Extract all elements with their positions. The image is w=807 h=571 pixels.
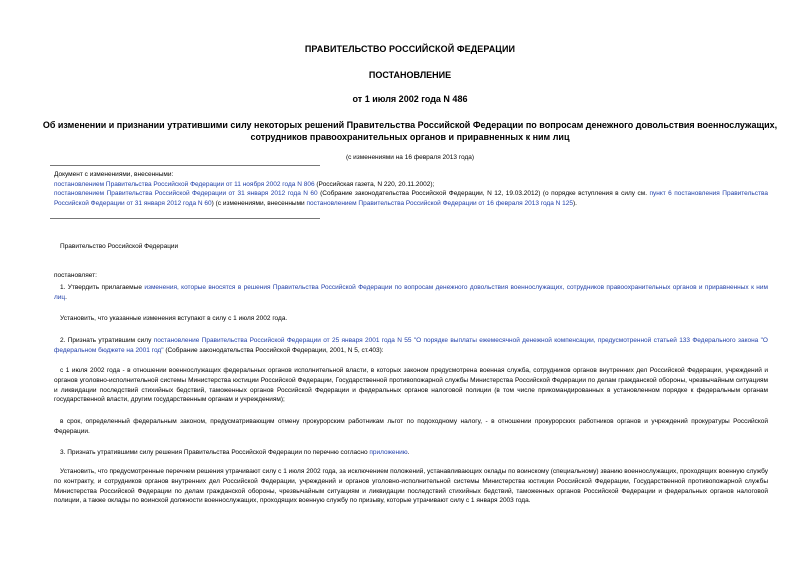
- government-subject-text: Правительство Российской Федерации: [60, 243, 179, 250]
- government-subject: [54, 242, 768, 252]
- amendment-link-2-clause[interactable]: пункт 6 постановления Правительства Российской Федерации от 31 января 2012 года N 60: [54, 190, 768, 207]
- paragraph-1: [54, 283, 768, 303]
- edition-note: (с изменениями на 16 февраля 2013 года): [345, 154, 475, 161]
- paragraph-1b: [54, 314, 768, 324]
- paragraph-2: [54, 336, 768, 356]
- paragraph-1-start: 1. Утвердить прилагаемые: [60, 284, 145, 291]
- paragraph-2-link[interactable]: постановление Правительства Российской Федерации от 25 января 2001 года N 55 "О порядке выплаты ежемесячной денежной компенсации, предусмотренной статьей 133 Федерального закона "О федеральном бюджете на 2001 год": [54, 337, 768, 354]
- paragraph-2b-text: в срок, определенный федеральным законом, предусматривающим отмену прокурорским работникам льгот по подоходному налогу, - в отношении прокурорских работников органов и учреждений прокуратуры Российской Федерации.: [54, 418, 768, 435]
- amendment-link-1[interactable]: постановлением Правительства Российской Федерации от 11 ноября 2002 года N 806: [54, 180, 315, 188]
- paragraph-2-start: 2. Признать утратившим силу: [60, 337, 154, 344]
- amendments-intro: Документ с изменениями, внесенными:: [54, 171, 174, 178]
- amendment-item-2-note: ) (с изменениями, внесенными: [211, 199, 307, 207]
- amendments-block: [54, 170, 768, 208]
- paragraph-3b-text: Установить, что предусмотренные перечнем решения утрачивают силу с 1 июля 2002 года, за исключением положений, устанавливающих оклады по воинскому (специальному) званию военнослужащих, проходящих военную службу по контракту, и сотрудников органов внутренних дел Российской Федерации, учреждений и органов уголовно-исполнительной системы Министерства юстиции Российской Федерации, Государственной противопожарной службы Министерства Российской Федерации по делам гражданской обороны, чрезвычайным ситуациям и ликвидации последствий стихийных бедствий, таможенных органов Российской Федерации и федеральных органов налоговой полиции, а также оклады по воинской должности военнослужащих, проходящих военную службу по призыву, которые утрачивают силу с 1 января 2003 года.: [54, 468, 768, 505]
- paragraph-3-link[interactable]: приложению: [369, 449, 408, 456]
- document-title-line1: Об изменении и признании утратившими силу некоторых решений Правительства Российской Федерации по вопросам денежного довольствия военнослужащих,: [42, 120, 778, 130]
- paragraph-1-link[interactable]: изменения, которые вносятся в решения Правительства Российской Федерации по вопросам денежного довольствия военнослужащих, сотрудников правоохранительных органов и приравненных к ним лиц: [54, 284, 768, 301]
- amendments-bottom-rule: [50, 218, 320, 219]
- document-type-heading: ПОСТАНОВЛЕНИЕ: [368, 70, 452, 80]
- document-date-number: от 1 июля 2002 года N 486: [352, 94, 468, 104]
- document-title: [40, 120, 780, 143]
- paragraph-3-end: .: [407, 449, 410, 456]
- amendment-item-1: [54, 180, 768, 190]
- amendment-item-1-source: (Российская газета, N 220, 20.11.2002);: [314, 180, 435, 188]
- amendment-link-2[interactable]: постановлением Правительства Российской Федерации от 31 января 2012 года N 60: [54, 190, 318, 198]
- amendment-item-2: [54, 189, 768, 208]
- government-heading: ПРАВИТЕЛЬСТВО РОССИЙСКОЙ ФЕДЕРАЦИИ: [304, 44, 516, 54]
- paragraph-3: [54, 448, 768, 458]
- resolves-label: постановляет:: [54, 272, 97, 279]
- amendments-top-rule: [50, 165, 320, 166]
- document-title-line2: сотрудников правоохранительных органов и приравненных к ним лиц: [250, 131, 570, 142]
- paragraph-2b: [54, 417, 768, 437]
- paragraph-2a: [54, 366, 768, 405]
- paragraph-1-end: .: [65, 293, 67, 301]
- paragraph-3-start: 3. Признать утратившими силу решения Правительства Российской Федерации по перечню согласно: [60, 449, 370, 456]
- paragraph-3b: [54, 467, 768, 506]
- amendment-item-2-end: ).: [573, 199, 577, 207]
- paragraph-2-end: (Собрание законодательства Российской Федерации, 2001, N 5, ст.403):: [163, 346, 384, 354]
- amendment-link-3[interactable]: постановлением Правительства Российской Федерации от 16 февраля 2013 года N 125: [306, 199, 573, 207]
- amendment-item-2-source: (Собрание законодательства Российской Федерации, N 12, 19.03.2012) (о порядке вступления в силу см.: [317, 190, 650, 198]
- paragraph-1b-text: Установить, что указанные изменения вступают в силу с 1 июля 2002 года.: [60, 315, 288, 322]
- paragraph-2a-text: с 1 июля 2002 года - в отношении военнослужащих федеральных органов исполнительной власти, в которых законом предусмотрена военная служба, сотрудников органов внутренних дел Российской Федерации, учреждений и органов уголовно-исполнительной системы Министерства юстиции Российской Федерации, Государственной противопожарной службы Министерства Российской Федерации по делам гражданской обороны, чрезвычайным ситуациям и ликвидации последствий стихийных бедствий, таможенных органов Российской Федерации и федеральных органов налоговой полиции (в том числе прикомандированных в установленном порядке к федеральным органам государственной власти, другим государственным органам и учреждениям);: [54, 367, 768, 404]
